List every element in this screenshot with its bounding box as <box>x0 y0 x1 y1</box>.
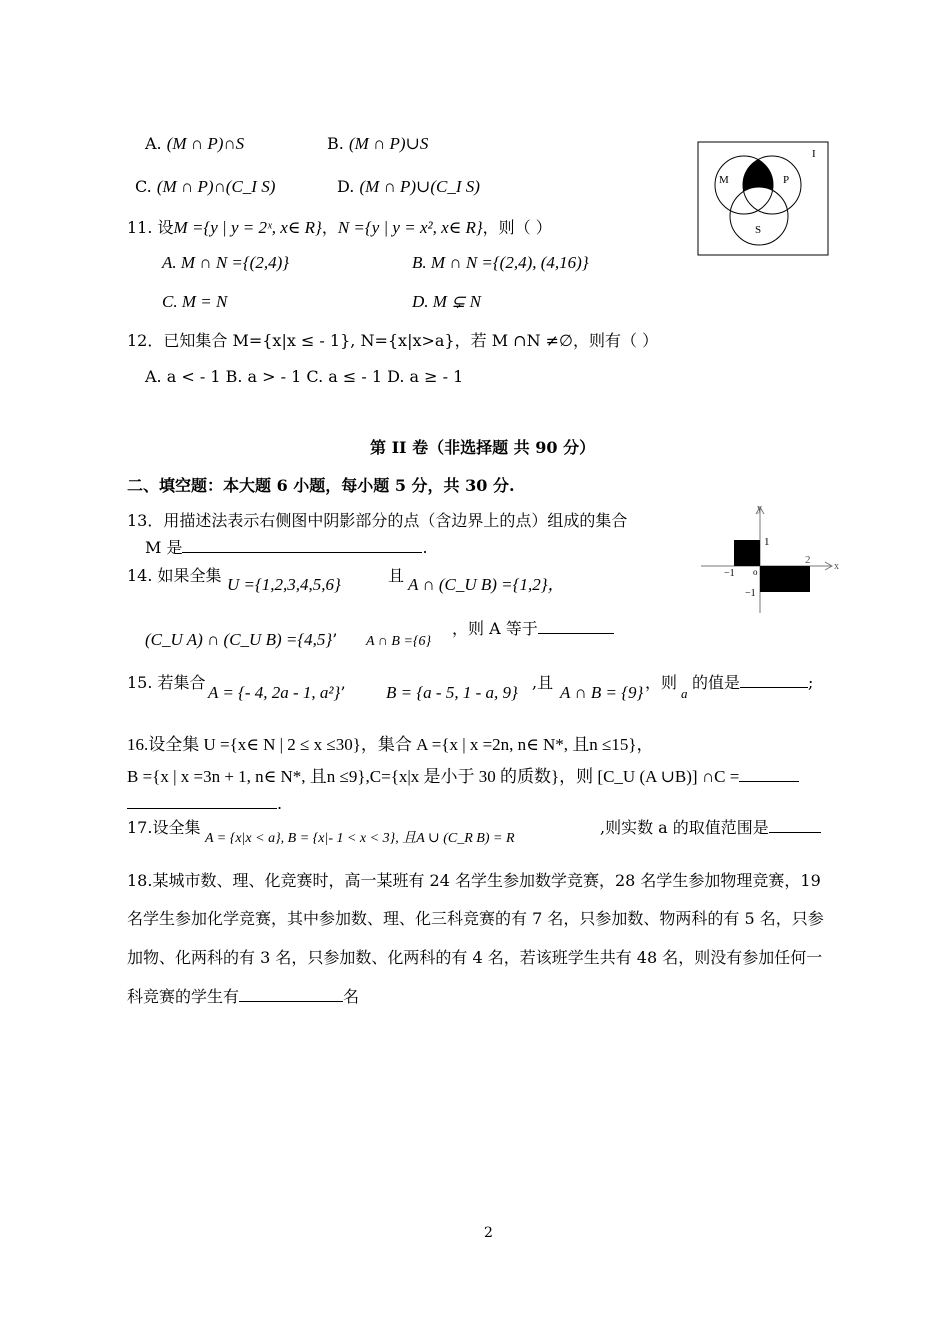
q17-suffix: ,则实数 a 的取值范围是 <box>600 818 821 838</box>
q17-prefix: 17.设全集 <box>127 818 201 837</box>
q18-answer-blank[interactable] <box>239 987 343 1002</box>
q15-suffix: 的值是 ; <box>692 673 814 692</box>
q15-answer-blank[interactable] <box>740 673 808 688</box>
q13-line1: 13．用描述法表示右侧图中阴影部分的点（含边界上的点）组成的集合 <box>127 511 628 530</box>
q16-line2: B ={x | x =3n + 1, n∈ N*, 且n ≤9},C={x|x 是小于 30 的质数}，则 [C_U (A ∪B)] ∩C = <box>127 767 799 787</box>
section-heading: 二、填空题：本大题 6 小题，每小题 5 分，共 30 分. <box>127 476 515 495</box>
q18-line3: 加物、化两科的有 3 名，只参加数、化两科的有 4 名，若该班学生共有 48 名，则没有参加任何一 <box>127 948 823 967</box>
graph-label-x: x <box>834 561 839 572</box>
q10-option-c: C. (M ∩ P)∩(C_I S) <box>135 177 276 196</box>
q15-b-set: B = {a - 5, 1 - a, 9} <box>386 683 518 702</box>
q10-option-a: A. (M ∩ P)∩S <box>145 134 245 153</box>
page-number: 2 <box>484 1225 493 1241</box>
q15-then: ，则 <box>645 673 678 692</box>
q12-stem: 12．已知集合 M={x|x ≤ - 1}, N={x|x>a}，若 M ∩N ≠∅，则有（ ） <box>127 331 659 350</box>
graph-label-neg1-x: −1 <box>724 568 735 579</box>
q15-cond: A ∩ B = {9} <box>560 683 644 702</box>
q11-option-c: C. M = N <box>162 292 228 311</box>
q14-cond3: A ∩ B ={6} <box>366 634 432 649</box>
shaded-rect-right <box>760 566 810 592</box>
q17-answer-blank[interactable] <box>769 818 821 833</box>
graph-label-origin: o <box>753 567 758 577</box>
q14-cond2: (C_U A) ∩ (C_U B) ={4,5}’ <box>145 630 338 649</box>
venn-diagram <box>697 141 829 257</box>
q18-line2: 名学生参加化学竞赛，其中参加数、理、化三科竞赛的有 7 名，只参加数、物两科的有 5 名，只参 <box>127 909 824 928</box>
q11-stem: 11. 设M ={y | y = 2ˣ, x∈ R}，N ={y | y = x², x∈ R}，则（ ） <box>127 218 552 237</box>
q16-answer-blank-1[interactable] <box>739 767 799 782</box>
venn-label-p: P <box>783 174 790 186</box>
q14-cond1: A ∩ (C_U B) ={1,2}， <box>408 575 565 594</box>
graph-label-2: 2 <box>805 554 811 566</box>
q15-prefix: 15. 若集合 <box>127 673 206 692</box>
q10-option-d: D. (M ∩ P)∪(C_I S) <box>337 177 480 196</box>
q13-answer-blank[interactable] <box>182 538 422 553</box>
shaded-rect-left <box>734 540 760 566</box>
q11-option-d: D. M ⊊ N <box>412 292 482 311</box>
q15-a-set: A = {- 4, 2a - 1, a²}’ <box>208 683 346 702</box>
section-title: 第 II 卷（非选择题 共 90 分） <box>370 438 596 457</box>
q18-line1: 18.某城市数、理、化竞赛时，高一某班有 24 名学生参加数学竞赛，28 名学生参加物理竞赛，19 <box>127 871 821 890</box>
graph-label-y: y <box>757 503 762 514</box>
graph-label-1: 1 <box>764 536 770 548</box>
q14-and: 且 <box>388 566 405 585</box>
venn-label-i: I <box>812 148 816 160</box>
q18-line4: 科竞赛的学生有 名 <box>127 987 360 1006</box>
graph-label-neg1-y: −1 <box>745 588 756 599</box>
q14-answer-blank[interactable] <box>538 619 614 634</box>
q14-suffix: ，则 A 等于 <box>452 619 614 639</box>
q14-u-set: U ={1,2,3,4,5,6} <box>227 575 341 594</box>
q17-expr: A = {x|x < a}, B = {x|- 1 < x < 3}, 且A ∪ (C_R B) = R <box>205 831 515 846</box>
q16-answer-blank-2[interactable] <box>127 794 277 809</box>
venn-label-s: S <box>755 224 762 236</box>
q14-line1: 14. 如果全集 <box>127 566 222 585</box>
q10-option-b: B. (M ∩ P)∪S <box>327 134 429 153</box>
q13-line2: M 是 . <box>145 538 428 557</box>
shaded-graph <box>697 503 842 615</box>
q16-line3: . <box>127 794 282 814</box>
q11-option-a: A. M ∩ N ={(2,4)} <box>162 253 290 272</box>
q15-var: a <box>681 686 688 701</box>
q12-options: A. a < - 1 B. a > - 1 C. a ≤ - 1 D. a ≥ - 1 <box>145 367 464 386</box>
venn-label-m: M <box>719 174 729 186</box>
q11-option-b: B. M ∩ N ={(2,4), (4,16)} <box>412 253 589 272</box>
q16-line1: 16.设全集 U ={x∈ N | 2 ≤ x ≤30}，集合 A ={x | x =2n, n∈ N*, 且n ≤15}， <box>127 735 654 754</box>
q15-and: ,且 <box>532 673 554 692</box>
